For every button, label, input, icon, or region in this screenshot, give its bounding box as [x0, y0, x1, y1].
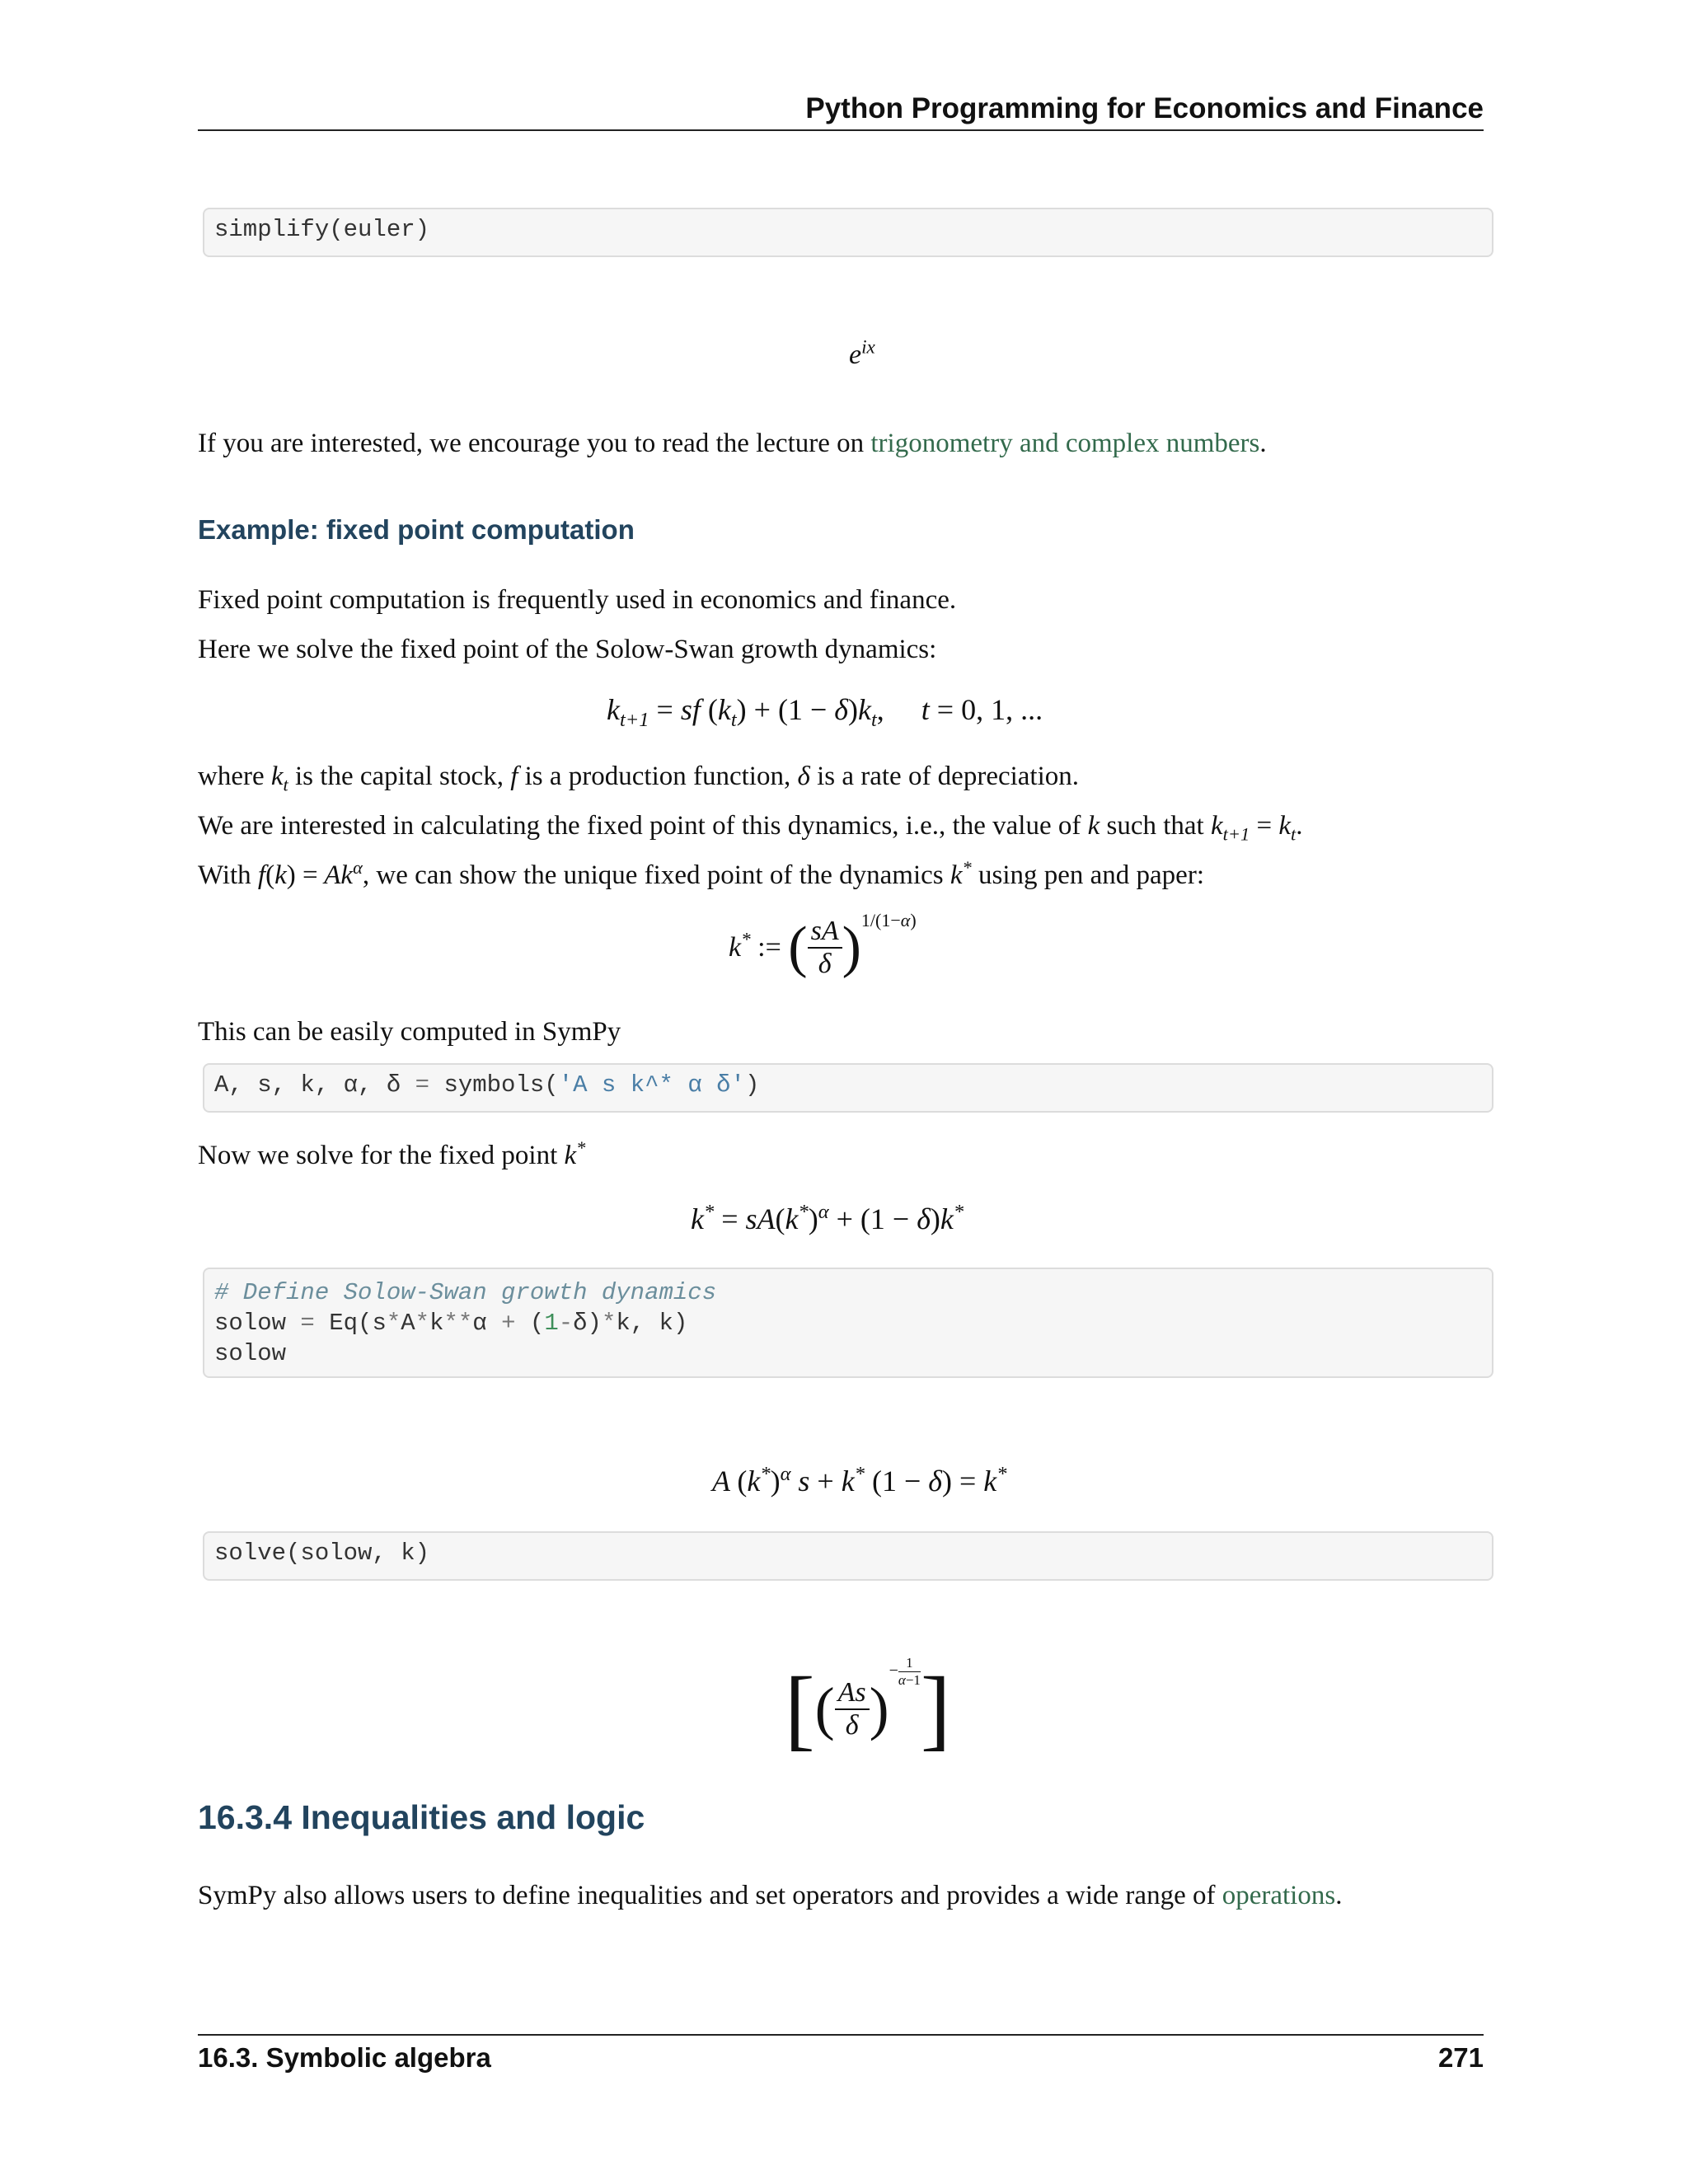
header-rule — [198, 129, 1484, 131]
code-cell-symbols[interactable]: A, s, k, α, δ = symbols('A s k^* α δ') — [203, 1063, 1493, 1113]
code-cell-solve[interactable] — [203, 1531, 1493, 1581]
link-trigonometry[interactable]: trigonometry and complex numbers — [870, 429, 1260, 458]
paragraph-solve: Now we solve for the fixed point k* — [198, 1137, 586, 1170]
code-cell-solow[interactable] — [203, 1268, 1493, 1378]
equation-kstar: k* := ( $\frac{sA}{\delta}$ )$^{1/(1-\alpha)}$ — [729, 910, 917, 979]
equation-solow: $k_{t+1}$ = sf $(k_t) + (1 - \delta)k_t$, t = 0, 1, ... — [607, 693, 1043, 732]
paragraph-inequalities: SymPy also allows users to define inequalities and set operators and provides a wide range of operations. — [198, 1881, 1343, 1910]
paragraph-fixed-point-1: Fixed point computation is frequently used in economics and finance. — [198, 585, 957, 615]
example-heading: Example: fixed point computation — [198, 514, 635, 545]
equation-fixed-point: $k^* = sA(k^*)^\alpha + (1 - \delta)k^*$ — [691, 1201, 964, 1235]
paragraph-interested: We are interested in calculating the fixed point of this dynamics, i.e., the value of k such that $k_{t+1} = k_t$. — [198, 811, 1303, 845]
code-cell-simplify[interactable] — [203, 208, 1493, 257]
paragraph-where: where $k_t$ is the capital stock, f is a production function, δ is a rate of depreciation. — [198, 762, 1080, 795]
section-heading: 16.3.4 Inequalities and logic — [198, 1798, 645, 1836]
footer-section: 16.3. Symbolic algebra — [198, 2042, 491, 2073]
code-line: solow = Eq(s*A*k**α + (1-δ)*k, k) — [214, 1310, 688, 1337]
code-comment: # Define Solow-Swan growth dynamics — [214, 1279, 717, 1306]
running-header: Python Programming for Economics and Finance — [805, 92, 1484, 124]
paragraph-fixed-point-2: Here we solve the fixed point of the Solow-Swan growth dynamics: — [198, 635, 937, 664]
code-line: solve(solow, k) — [214, 1540, 430, 1567]
output-solution: [( $\frac{As}{\delta}$ )− $\frac{1}{\alpha-1}$ ] — [785, 1655, 951, 1759]
footer-rule — [198, 2034, 1484, 2036]
output-solow-equation: A $(k^*)^\alpha$ s + k* (1 − δ) = k* — [712, 1463, 1007, 1497]
output-euler: $e^{ix}$ — [849, 336, 875, 370]
paragraph-sympy: This can be easily computed in SymPy — [198, 1017, 621, 1047]
link-operations[interactable]: operations — [1221, 1881, 1336, 1910]
paragraph-with: With $f(k) = Ak^\alpha$, we can show the unique fixed point of the dynamics k* using pen and paper: — [198, 857, 1204, 890]
code-line: simplify(euler) — [214, 216, 430, 243]
code-line: solow — [214, 1340, 287, 1367]
paragraph-interest: If you are interested, we encourage you to read the lecture on trigonometry and complex numbers. — [198, 429, 1267, 458]
page-number: 271 — [1437, 2042, 1484, 2073]
